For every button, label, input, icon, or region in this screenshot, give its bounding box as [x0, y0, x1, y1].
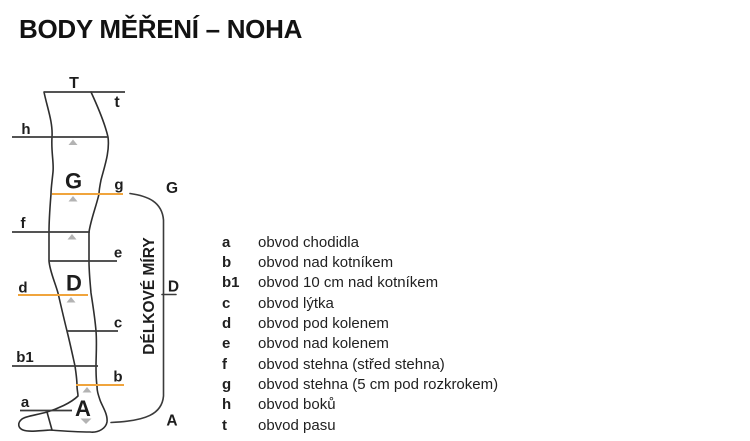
label-g: g: [114, 176, 124, 194]
legend-key: a: [222, 233, 231, 251]
legend-key: d: [222, 315, 232, 333]
legend-item-e: [219, 334, 549, 354]
label-a: a: [20, 394, 30, 411]
legend-label: obvod lýtka: [258, 294, 334, 312]
bracket-label-A: A: [166, 412, 178, 430]
label-G-big: G: [64, 168, 83, 194]
marker-triangle-b: [83, 387, 92, 393]
bracket-axis-title: DÉLKOVÉ MÍRY: [141, 237, 158, 355]
legend-key: b1: [222, 274, 240, 292]
label-e: e: [113, 244, 123, 262]
legend-item-d: [219, 313, 549, 333]
legend-key: t: [222, 416, 227, 434]
label-t: t: [114, 94, 120, 111]
legend-label: obvod stehna (5 cm pod rozkrokem): [258, 376, 499, 394]
legend-item-a: [219, 232, 549, 252]
legend-key: g: [222, 376, 232, 394]
page-title: BODY MĚŘENÍ – NOHA: [19, 14, 303, 44]
legend-label: obvod pod kolenem: [258, 315, 389, 333]
marker-triangle-h: [69, 140, 78, 146]
label-T: T: [69, 75, 79, 92]
legend-label: obvod nad kotníkem: [258, 254, 394, 272]
bracket-label-G: G: [165, 180, 179, 197]
legend-item-b1: [219, 273, 549, 293]
legend-label: obvod 10 cm nad kotníkem: [258, 274, 439, 292]
legend-item-h: [219, 395, 549, 415]
legend-key: b: [222, 254, 232, 272]
legend-label: obvod chodidla: [258, 233, 359, 251]
legend-item-g: [219, 374, 549, 394]
legend-key: f: [222, 355, 227, 373]
marker-triangle-g: [69, 196, 78, 202]
label-b: b: [113, 368, 123, 386]
label-D-big: D: [66, 270, 82, 296]
marker-triangle-f: [68, 234, 77, 240]
legend-label: obvod stehna (střed stehna): [258, 355, 445, 373]
label-c: c: [113, 314, 123, 332]
foot-outline: [19, 386, 107, 432]
legend-item-f: [219, 354, 549, 374]
legend-label: obvod pasu: [258, 416, 336, 434]
foot-toe-band-line: [47, 412, 52, 430]
legend-label: obvod nad kolenem: [258, 335, 389, 353]
label-h: h: [21, 121, 31, 138]
leg-measurement-diagram: [0, 0, 210, 441]
legend-key: c: [222, 294, 231, 312]
bracket-label-D: D: [167, 278, 180, 296]
legend-key: h: [222, 396, 232, 414]
legend-item-c: [219, 293, 549, 313]
legend-item-t: [219, 415, 549, 435]
legend: [219, 232, 549, 435]
label-f: f: [20, 215, 26, 232]
legend-label: obvod boků: [258, 396, 336, 414]
marker-triangle-d: [67, 297, 76, 303]
label-d: d: [18, 279, 28, 297]
label-b1: b1: [16, 349, 34, 366]
label-A-big: A: [75, 396, 91, 421]
legend-key: e: [222, 335, 231, 353]
legend-item-b: [219, 252, 549, 272]
